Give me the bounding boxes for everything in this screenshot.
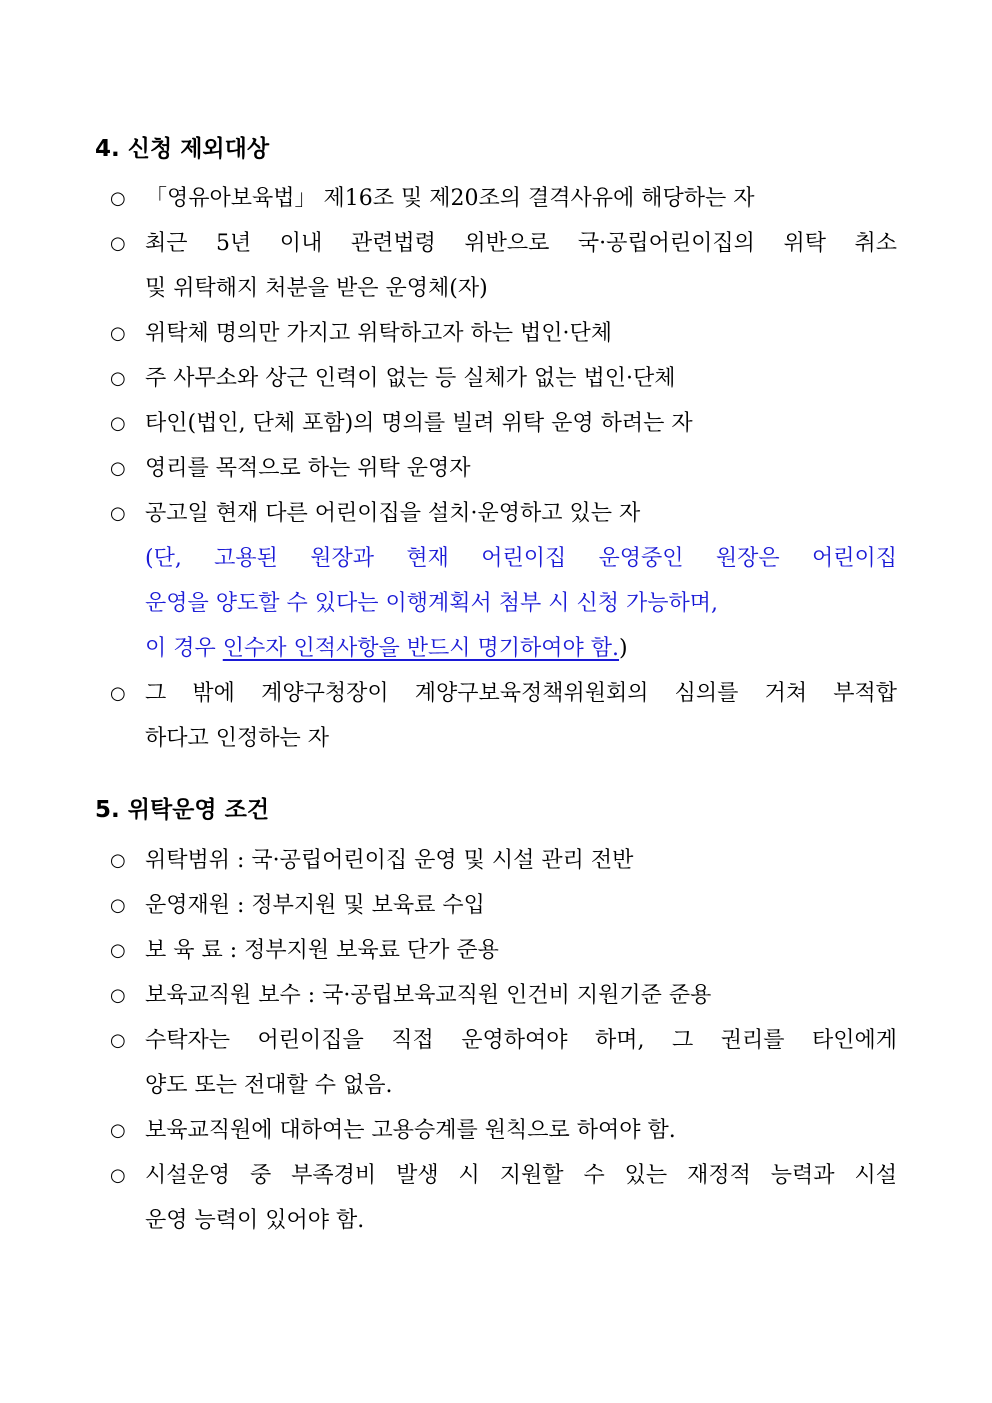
list-item-line: 영리를 목적으로 하는 위탁 운영자 xyxy=(145,456,471,481)
list-item-line: 운영 능력이 있어야 함. xyxy=(145,1208,365,1233)
bullet-icon: ○ xyxy=(110,458,126,479)
note-underlined-text: 인수자 인적사항을 반드시 명기하여야 함. xyxy=(222,636,620,661)
note-line: (단, 고용된 원장과 현재 어린이집 운영중인 원장은 어린이집 xyxy=(145,546,897,571)
bullet-icon: ○ xyxy=(110,940,126,961)
bullet-icon: ○ xyxy=(110,1165,126,1186)
list-item-line: 보육교직원 보수 : 국·공립보육교직원 인건비 지원기준 준용 xyxy=(145,983,712,1008)
list-item-line: 수탁자는 어린이집을 직접 운영하여야 하며, 그 권리를 타인에게 xyxy=(145,1028,897,1053)
list-item-line: 「영유아보육법」 제16조 및 제20조의 결격사유에 해당하는 자 xyxy=(145,186,755,211)
list-item-line: 주 사무소와 상근 인력이 없는 등 실체가 없는 법인·단체 xyxy=(145,366,676,391)
list-item-line: 운영재원 : 정부지원 및 보육료 수입 xyxy=(145,893,485,918)
note-prefix: 이 경우 xyxy=(145,636,223,661)
bullet-icon: ○ xyxy=(110,895,126,916)
list-item-line: 위탁범위 : 국·공립어린이집 운영 및 시설 관리 전반 xyxy=(145,848,634,873)
bullet-icon: ○ xyxy=(110,413,126,434)
bullet-icon: ○ xyxy=(110,323,126,344)
note-suffix: ) xyxy=(619,636,628,661)
section-4-heading: 4. 신청 제외대상 xyxy=(95,136,270,162)
section-5-heading: 5. 위탁운영 조건 xyxy=(95,797,270,823)
bullet-icon: ○ xyxy=(110,1030,126,1051)
bullet-icon: ○ xyxy=(110,503,126,524)
list-item-line: 공고일 현재 다른 어린이집을 설치·운영하고 있는 자 xyxy=(145,501,641,526)
bullet-icon: ○ xyxy=(110,850,126,871)
bullet-icon: ○ xyxy=(110,985,126,1006)
list-item-line: 위탁체 명의만 가지고 위탁하고자 하는 법인·단체 xyxy=(145,321,613,346)
bullet-icon: ○ xyxy=(110,233,126,254)
list-item-line: 보 육 료 : 정부지원 보육료 단가 준용 xyxy=(145,938,499,963)
note-line xyxy=(145,634,897,664)
note-line: 운영을 양도할 수 있다는 이행계획서 첨부 시 신청 가능하며, xyxy=(145,591,718,616)
list-item-line: 그 밖에 계양구청장이 계양구보육정책위원회의 심의를 거쳐 부적합 xyxy=(145,681,897,706)
list-item-line: 보육교직원에 대하여는 고용승계를 원칙으로 하여야 함. xyxy=(145,1118,676,1143)
list-item-line: 타인(법인, 단체 포함)의 명의를 빌려 위탁 운영 하려는 자 xyxy=(145,411,693,436)
list-item-line: 최근 5년 이내 관련법령 위반으로 국·공립어린이집의 위탁 취소 xyxy=(145,231,897,256)
bullet-icon: ○ xyxy=(110,368,126,389)
list-item-line: 시설운영 중 부족경비 발생 시 지원할 수 있는 재정적 능력과 시설 xyxy=(145,1163,897,1188)
bullet-icon: ○ xyxy=(110,1120,126,1141)
list-item-line: 하다고 인정하는 자 xyxy=(145,726,330,751)
list-item-line: 및 위탁해지 처분을 받은 운영체(자) xyxy=(145,276,488,301)
bullet-icon: ○ xyxy=(110,188,126,209)
bullet-icon: ○ xyxy=(110,683,126,704)
list-item-line: 양도 또는 전대할 수 없음. xyxy=(145,1073,393,1098)
